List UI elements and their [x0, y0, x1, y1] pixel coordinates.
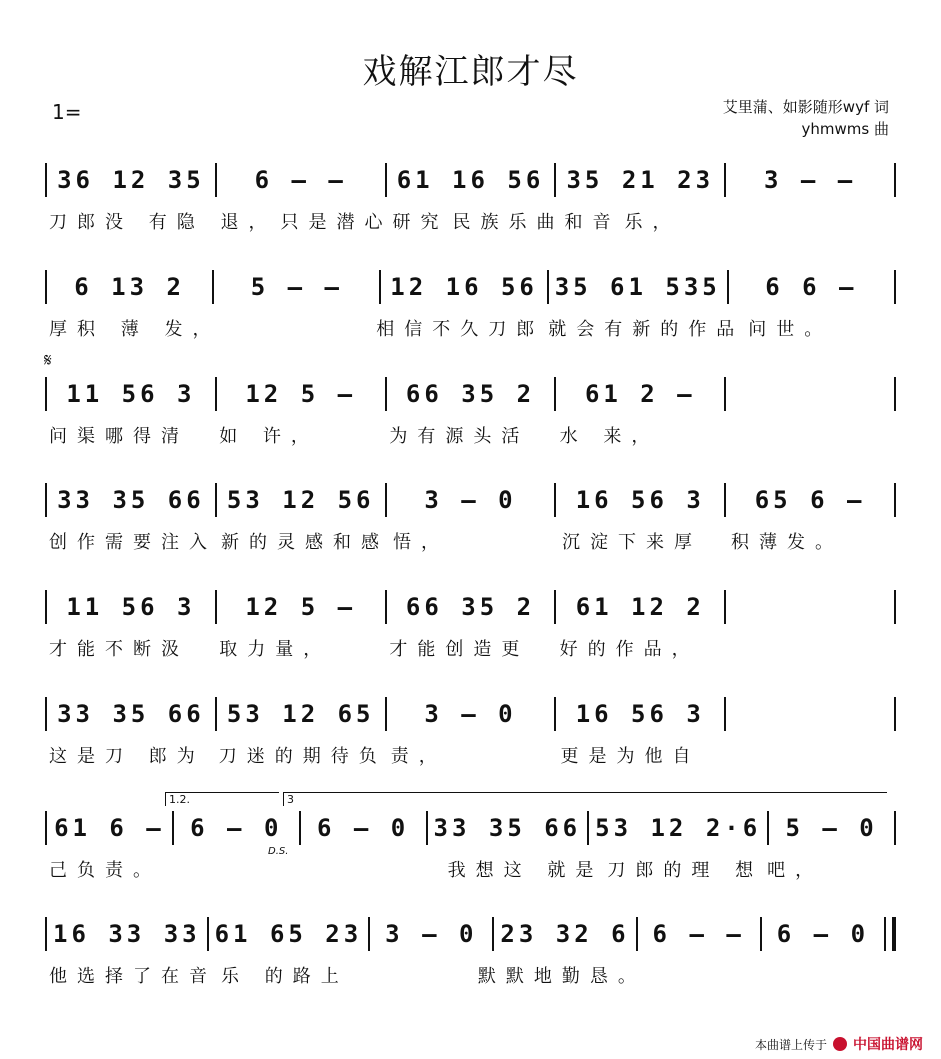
lyric-text: 新的灵感和感 — [221, 532, 389, 553]
score-title: 戏解江郎才尽 — [362, 52, 579, 92]
notes-row — [45, 912, 896, 956]
lyric-text: 责， — [390, 746, 447, 767]
lyric-text: 取力量， — [219, 639, 332, 660]
measure: 61 6 – — [54, 814, 165, 842]
measure: 11 56 3 — [66, 593, 196, 621]
lyrics-row — [45, 854, 896, 884]
lyrics-row — [45, 633, 896, 663]
barline — [894, 697, 896, 731]
key-signature: 1= — [52, 100, 82, 124]
lyric-text: 好的作品， — [559, 639, 700, 660]
score-line — [0, 265, 941, 355]
score-line — [0, 158, 941, 248]
score-line — [0, 478, 941, 568]
lyric-text: 刀郎没 有隐 退， — [49, 212, 277, 233]
measure: 66 35 2 — [405, 380, 536, 408]
lyrics-row — [45, 740, 896, 770]
measure: 12 5 – — [245, 593, 357, 621]
notes-row — [45, 478, 896, 522]
notes-row — [45, 806, 896, 850]
lyric-text: 刀迷的期待负 — [218, 746, 387, 767]
measure: 3 – 0 — [385, 920, 478, 948]
barline — [724, 590, 726, 624]
notes-row — [45, 692, 896, 736]
score-line — [0, 350, 941, 462]
lyrics-row — [45, 960, 896, 990]
barline — [894, 270, 896, 304]
measure: 35 21 23 — [566, 166, 715, 194]
measure: 53 12 56 — [226, 486, 375, 514]
lyric-text: 厚积 薄 发， — [49, 319, 221, 340]
score-line — [0, 793, 941, 896]
notes-row — [45, 585, 896, 629]
measure: 65 6 – — [754, 486, 866, 514]
lyric-text: 默默地勤恳。 — [477, 966, 646, 987]
lyric-text: 这是刀 郎为 — [49, 746, 205, 767]
measure: 16 56 3 — [575, 700, 705, 728]
lyric-text: 问渠哪得清 — [49, 426, 189, 447]
barline — [894, 590, 896, 624]
measure: 16 33 33 — [53, 920, 201, 948]
measure: 53 12 2·6 — [595, 814, 762, 842]
notes-row — [45, 372, 896, 416]
barline — [894, 483, 896, 517]
measure: 3 – – — [763, 166, 857, 194]
lyric-text: 民族乐曲和音 — [452, 212, 621, 233]
measure: 61 2 – — [584, 380, 696, 408]
measure: 6 – 0 — [190, 814, 283, 842]
lyric-text: 才能不断汲 — [49, 639, 189, 660]
volta-3: 3 — [283, 792, 887, 806]
lyrics-row — [45, 206, 896, 236]
lyric-text: 刀郎的理 想 — [607, 860, 764, 881]
lyric-text: 吧， — [767, 860, 824, 881]
lyrics-row — [45, 420, 896, 450]
lyric-text: 乐 的路上 — [221, 966, 349, 987]
measure: 16 56 3 — [575, 486, 705, 514]
volta-1-2: 1.2. — [165, 792, 279, 806]
score-line — [0, 585, 941, 675]
lyric-text: 乐， — [624, 212, 681, 233]
measure: 11 56 3 — [66, 380, 196, 408]
lyric-text: 悟， — [393, 532, 449, 553]
measure: 33 35 66 — [57, 486, 205, 514]
measure: 6 6 – — [765, 273, 858, 301]
measure: 36 12 35 — [57, 166, 205, 194]
barline — [724, 377, 726, 411]
lyric-text: 沉淀下来厚 — [562, 532, 702, 553]
footer — [755, 1034, 923, 1054]
measure: 33 35 66 — [433, 814, 582, 842]
ds-marker: D.S. — [268, 846, 289, 857]
measure: 61 65 23 — [214, 920, 363, 948]
barline — [884, 917, 896, 951]
barline — [894, 163, 896, 197]
measure: 6 – 0 — [316, 814, 410, 842]
barline — [724, 697, 726, 731]
lyric-text: 为有源头活 — [389, 426, 530, 447]
lyric-text: 己负责。 — [49, 860, 161, 881]
measure: 61 12 2 — [575, 593, 705, 621]
lyric-text: 如 许， — [219, 426, 319, 447]
measure: 6 – – — [652, 920, 745, 948]
lyric-text: 更是为他自 — [560, 746, 701, 767]
barline — [894, 811, 896, 845]
measure: 33 35 66 — [57, 700, 205, 728]
lyric-text: 就会有新的作品 — [548, 319, 745, 340]
measure: 12 16 56 — [390, 273, 538, 301]
measure: 12 5 – — [245, 380, 357, 408]
lyricist-credit: 艾里蒲、如影随形wyf 词 — [722, 98, 889, 116]
measure: 3 – 0 — [424, 486, 517, 514]
upload-text: 本曲谱上传于 — [754, 1037, 827, 1052]
measure: 6 – 0 — [776, 920, 870, 948]
lyric-text: 我想这 就是 — [447, 860, 604, 881]
notes-row — [45, 158, 896, 202]
composer-credit: yhmwms 曲 — [801, 120, 889, 138]
measure: 53 12 65 — [226, 700, 375, 728]
lyric-text: 问世。 — [748, 319, 833, 340]
measure: 35 61 535 — [554, 273, 721, 301]
measure: 23 32 6 — [500, 920, 630, 948]
score-line — [0, 912, 941, 1002]
lyrics-row — [45, 526, 896, 556]
measure: 66 35 2 — [405, 593, 536, 621]
measure: 5 – 0 — [785, 814, 878, 842]
lyric-text: 创作需要注入 — [49, 532, 217, 553]
lyric-text: 只是潜心研究 — [280, 212, 449, 233]
site-logo-icon — [833, 1037, 847, 1051]
measure: 6 – – — [254, 166, 347, 194]
lyric-text: 才能创造更 — [389, 639, 530, 660]
site-name[interactable]: 中国曲谱网 — [853, 1037, 923, 1053]
measure: 3 – 0 — [424, 700, 517, 728]
barline — [894, 377, 896, 411]
lyric-text: 积薄发。 — [731, 532, 843, 553]
measure: 5 – – — [250, 273, 343, 301]
segno-sign: 𝄋 — [44, 350, 52, 371]
lyric-text: 相信不久刀郎 — [376, 319, 545, 340]
measure: 6 13 2 — [74, 273, 185, 301]
lyric-text: 他选择了在音 — [49, 966, 217, 987]
score-line — [0, 692, 941, 782]
lyrics-row — [45, 313, 896, 343]
lyric-text: 水 来， — [559, 426, 660, 447]
notes-row — [45, 265, 896, 309]
measure: 61 16 56 — [396, 166, 545, 194]
